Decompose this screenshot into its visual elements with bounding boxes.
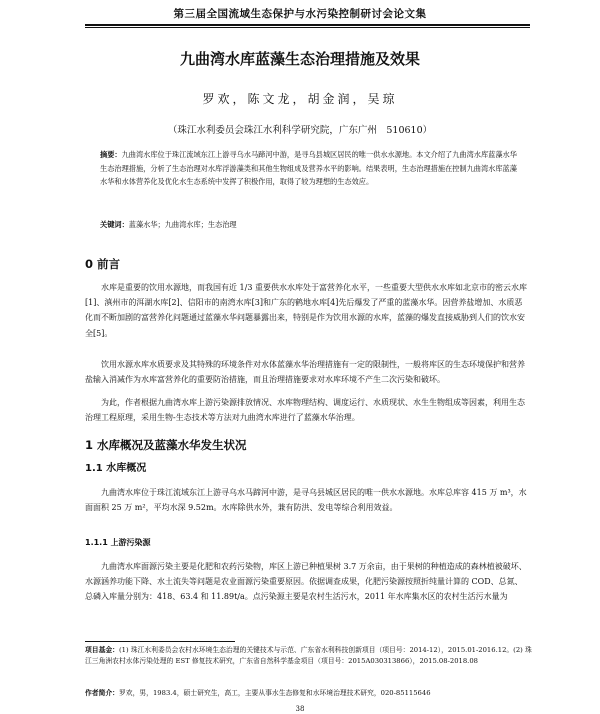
section-1-1-1-paragraph: 九曲湾水库面源污染主要是化肥和农药污染物，库区上游已种植果树 3.7 万余亩，由于果树的种植造成的森林植被破坏、水源涵养功能下降、水土流失等问题是农业面源污染重要原因。依据调查成果，化肥污染源按照折纯量计算的 COD、总氮、总磷入库量分别为：418、63.4 和 11.89t/a。点污染源主要是农村生活污水，2011 年水库集水区的农村生活污水量为 — [85, 562, 527, 602]
section-1-1-paragraph: 九曲湾水库位于珠江流域东江上游寻乌水马蹄河中游，是寻乌县城区居民的唯一供水水源地。水库总库容 415 万 m³，水面面积 25 万 m²，平均水深 9.52m。水库除供水外，兼有防洪、发电等综合利用效益。 — [85, 488, 527, 513]
author-bio-footnote — [85, 687, 535, 697]
header-rule — [85, 24, 530, 26]
section-heading-intro: 0 前言 — [85, 257, 121, 271]
intro-paragraph-1: 水库是重要的饮用水源地，而我国有近 1/3 重要供水水库处于富营养化水平，一些重要大型供水水库如北京市的密云水库[1]、滇州市的洱湖水库[2]、信阳市的南湾水库[3]和广东的鹤地水库[4]先后爆发了严重的蓝藻水华。因营养盐增加、水质恶化而不断加剧的富营养化问题通过蓝藻水华问题暴露出来，特别是作为饮用水源的水库，蓝藻的爆发直接威胁到人们的饮水安全[5]。 — [85, 283, 527, 338]
page-number: 38 — [295, 705, 305, 713]
abstract-text: 九曲湾水库位于珠江流域东江上游寻乌水马蹄河中游，是寻乌县城区居民的唯一供水水源地。本文介绍了九曲湾水库蓝藻水华生态治理措施，分析了生态治理对水库浮游藻类和其他生物组成及营养水平的影响。结果表明，生态治理措施在控制九曲湾水库蓝藻水华和水体营养化及优化水生态系统中发挥了积极作用，取得了较为理想的生态效应。 — [100, 150, 517, 186]
abstract — [100, 148, 518, 189]
bio-text: 罗欢，男，1983.4，硕士研究生，高工，主要从事水生态修复和水环境治理技术研究，020-85115646 — [118, 689, 431, 697]
intro-paragraph-2: 饮用水源水库水质要求及其特殊的环境条件对水体蓝藻水华治理措施有一定的限制性，一般将库区的生态环境保护和营养盐输入消减作为水库富营养化的重要防治措施，而且治理措施要求对水库环境不产生二次污染和破坏。 — [85, 360, 525, 385]
bio-label: 作者简介： — [85, 689, 119, 697]
funding-text: (1) 珠江水利委员会农村水环境生态治理的关键技术与示范、广东省水利科技创新项目（项目号：2014-12），2015.01-2016.12。(2) 珠江三角洲农村水体污染处理的 EST 修复技术研究，广东省自然科学基金项目（项目号：2015A030313866），2015.08-2018.08 — [85, 646, 532, 665]
funding-footnote — [85, 645, 535, 666]
intro-paragraph-3: 为此，作者根据九曲湾水库上游污染源排放情况、水库物理结构、调度运行、水质现状、水生生物组成等因素，利用生态治理工程原理，采用生物-生态技术等方法对九曲湾水库进行了蓝藻水华治理。 — [85, 398, 525, 423]
section-heading-1: 1 水库概况及蓝藻水华发生状况 — [85, 438, 247, 452]
affiliation: （珠江水利委员会珠江水利科学研究院，广东广州 510610） — [167, 125, 433, 136]
authors: 罗欢，陈文龙，胡金润，吴琼 — [202, 92, 398, 106]
funding-label: 项目基金： — [85, 646, 119, 654]
keywords-text: 蓝藻水华；九曲湾水库；生态治理 — [128, 220, 237, 229]
paper-title: 九曲湾水库蓝藻生态治理措施及效果 — [179, 50, 420, 68]
abstract-label: 摘要： — [100, 150, 122, 159]
running-head: 第三届全国流域生态保护与水污染控制研讨会论文集 — [173, 8, 427, 20]
keywords-label: 关键词： — [100, 220, 129, 229]
section-heading-1-1: 1.1 水库概况 — [85, 463, 147, 474]
keywords — [100, 220, 518, 230]
footnote-rule — [85, 641, 235, 642]
section-heading-1-1-1: 1.1.1 上游污染源 — [85, 538, 151, 547]
header-rule-thin — [85, 27, 530, 28]
